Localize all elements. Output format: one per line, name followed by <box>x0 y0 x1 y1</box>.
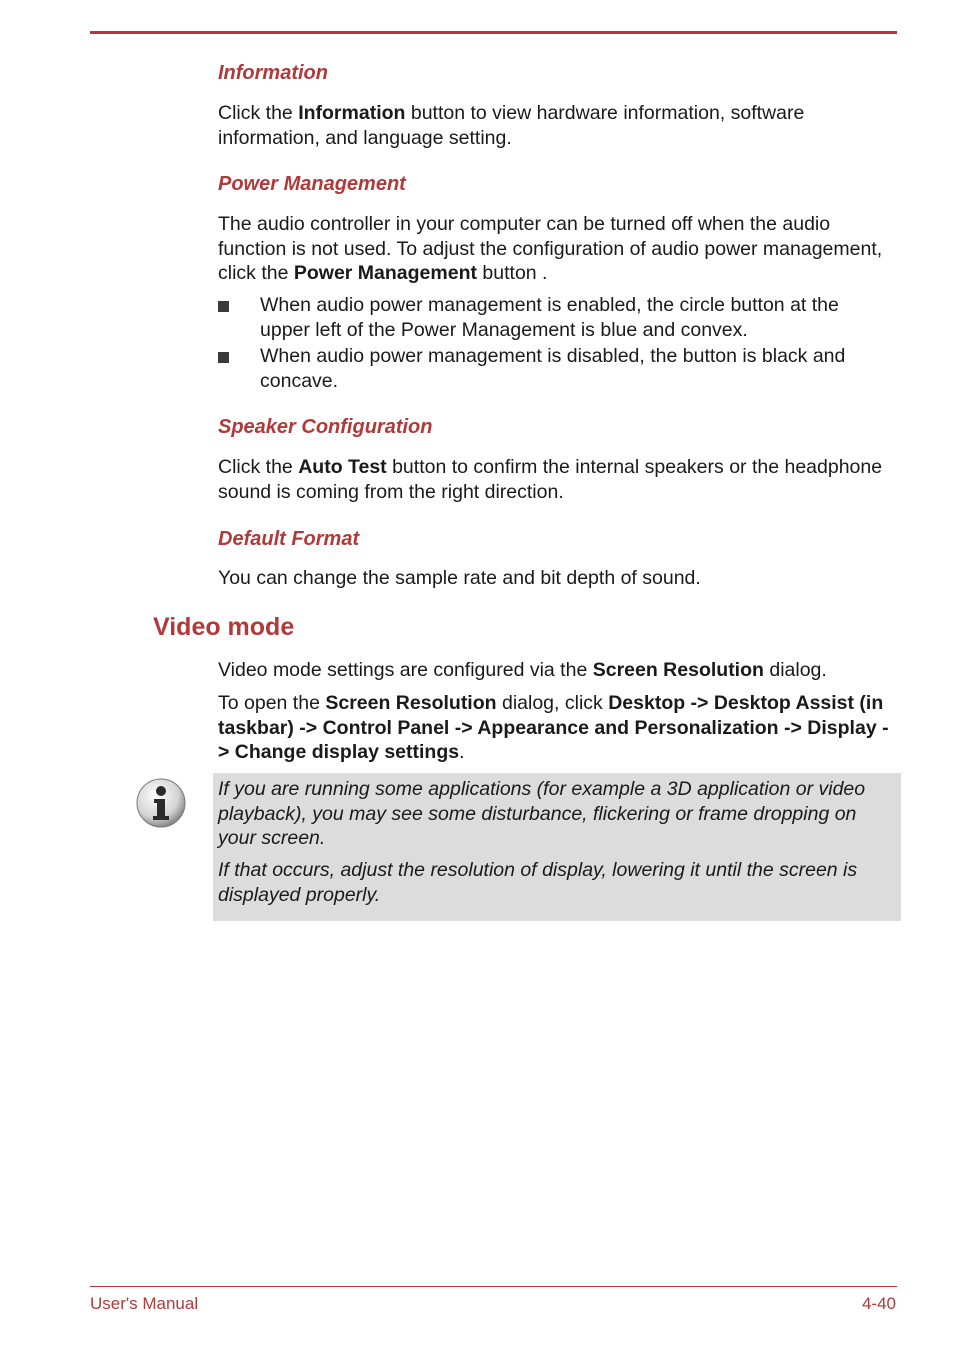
paragraph-speaker-configuration: Click the Auto Test button to confirm the internal speakers or the headphone sound is coming from the right direction. <box>218 456 883 503</box>
footer-rule <box>90 1286 897 1287</box>
info-icon <box>135 777 187 829</box>
footer-title: User's Manual <box>90 1294 199 1313</box>
note-paragraph-2: If that occurs, adjust the resolution of display, lowering it until the screen is displayed properly. <box>218 859 858 906</box>
header-rule <box>90 31 897 34</box>
heading-video-mode: Video mode <box>153 613 295 641</box>
paragraph-power-management: The audio controller in your computer can be turned off when the audio function is not used. To adjust the configuration of audio power management, click the Power Management button . <box>218 213 883 284</box>
note-paragraph-1: If you are running some applications (for example a 3D application or video playback), you may see some disturbance, flickering or frame dropping on your screen. <box>218 778 866 849</box>
paragraph-information: Click the Information button to view hardware information, software information, and language setting. <box>218 102 805 149</box>
paragraph-video-mode-2: To open the Screen Resolution dialog, click Desktop -> Desktop Assist (in taskbar) -> Control Panel -> Appearance and Personalization -> Display -> Change display settings. <box>218 692 889 763</box>
paragraph-video-mode-1: Video mode settings are configured via the Screen Resolution dialog. <box>218 659 827 681</box>
page-number: 4-40 <box>861 1294 896 1313</box>
heading-default-format: Default Format <box>218 528 360 550</box>
paragraph-default-format: You can change the sample rate and bit depth of sound. <box>218 567 701 589</box>
bullet-square-icon <box>218 301 229 312</box>
heading-information: Information <box>218 62 328 84</box>
heading-speaker-configuration: Speaker Configuration <box>218 416 433 438</box>
bullet-square-icon <box>218 352 229 363</box>
heading-power-management: Power Management <box>218 173 406 195</box>
note-box <box>213 773 901 921</box>
